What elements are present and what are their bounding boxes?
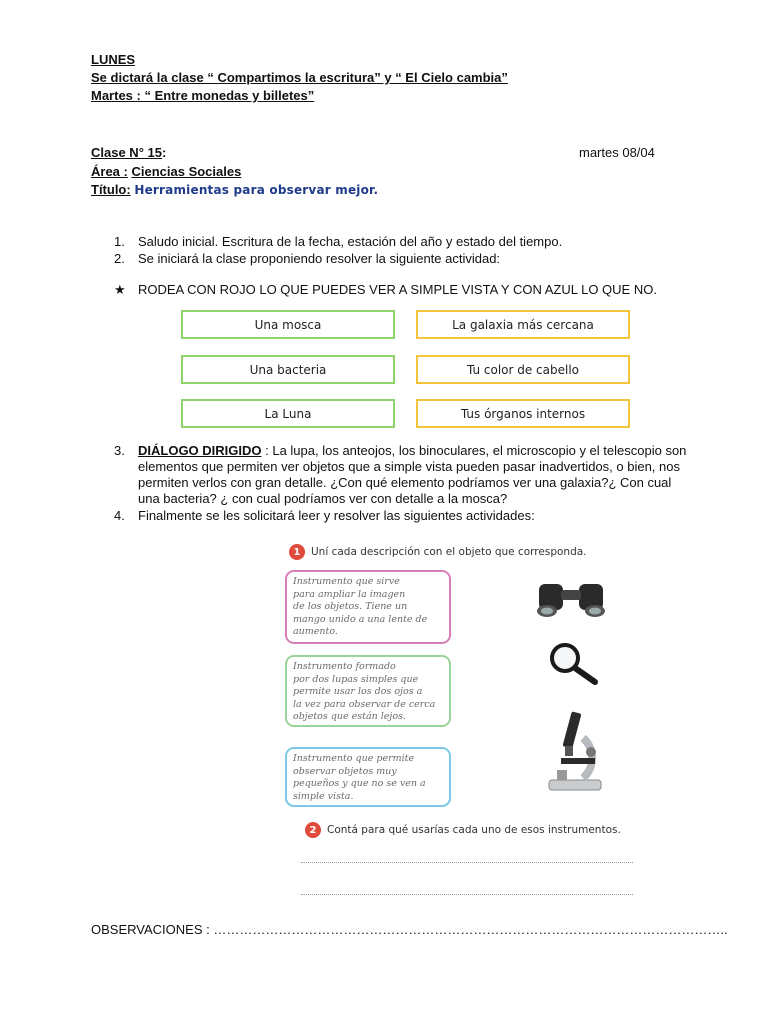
class-date: martes 08/04: [579, 145, 655, 160]
star-bullet-icon: ★: [114, 282, 126, 297]
microscope-icon: [543, 708, 609, 794]
titulo-line: Título: Herramientas para observar mejor.: [91, 182, 379, 197]
description-card-microscopio: Instrumento que permite observar objetos muy pequeños y que no se ven a simple vista.: [285, 747, 451, 807]
classes-line: Se dictará la clase “ Compartimos la escritura” y “ El Cielo cambia”: [91, 70, 508, 85]
tuesday-line: Martes : “ Entre monedas y billetes”: [91, 88, 315, 103]
option-box-mosca: Una mosca: [181, 310, 395, 339]
option-box-galaxia: La galaxia más cercana: [416, 310, 630, 339]
binoculars-icon: [535, 578, 607, 620]
answer-line-2: [301, 894, 633, 895]
q2-badge: 2: [305, 822, 321, 838]
day-heading: LUNES: [91, 52, 136, 67]
description-card-lupa: Instrumento que sirve para ampliar la imagen de los objetos. Tiene un mango unido a una lente de aumento.: [285, 570, 451, 644]
q1-badge: 1: [289, 544, 305, 560]
option-box-bacteria: Una bacteria: [181, 355, 395, 384]
exercise-panel: [265, 538, 655, 910]
description-card-binoculares: Instrumento formado por dos lupas simples que permite usar los dos ojos a la vez para observar de cerca objetos que están lejos.: [285, 655, 451, 727]
titulo-value: Herramientas para observar mejor.: [134, 183, 379, 197]
magnifying-glass-icon: [547, 640, 603, 688]
option-box-cabello: Tu color de cabello: [416, 355, 630, 384]
option-box-organos: Tus órganos internos: [416, 399, 630, 428]
answer-line-1: [301, 862, 633, 863]
dialogo-heading: DIÁLOGO DIRIGIDO: [138, 443, 262, 458]
q1-text: Uní cada descripción con el objeto que corresponda.: [311, 546, 587, 558]
q2-text: Contá para qué usarías cada uno de esos instrumentos.: [327, 824, 621, 836]
option-box-luna: La Luna: [181, 399, 395, 428]
area-line: Área : Ciencias Sociales: [91, 164, 242, 179]
clase-number: Clase N° 15:: [91, 145, 167, 160]
observaciones-line: OBSERVACIONES : ………………………………………………………………………………………………………..: [91, 922, 728, 937]
